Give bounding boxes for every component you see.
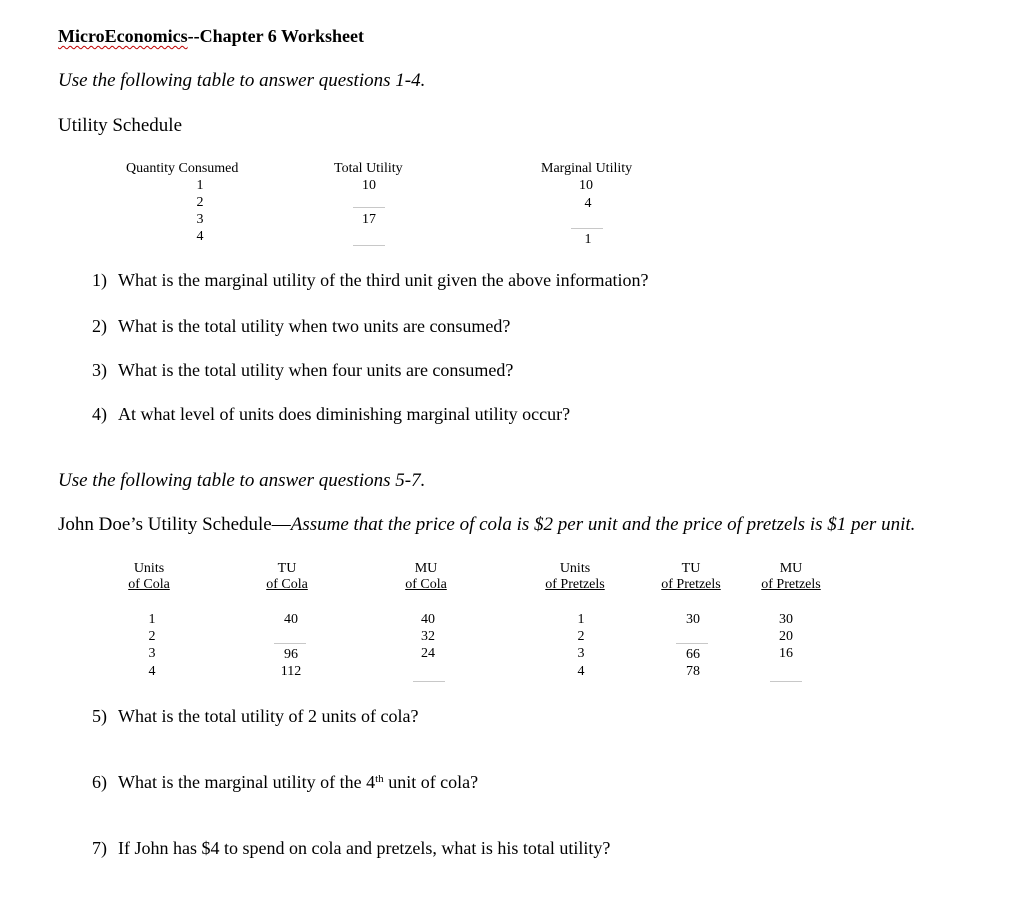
question-3 [92,360,513,381]
question-text: At what level of units does diminishing marginal utility occur? [118,404,571,424]
tu-cola-cell: 112 [280,664,302,679]
tu-cola-cell: 96 [284,647,298,662]
question-number: 7) [92,838,107,858]
col-header-total-utility: Total Utility [334,161,403,176]
question-7 [92,838,610,859]
units-pretzels-cell: 4 [577,664,585,679]
answer-blank [571,228,603,229]
answer-blank [676,643,708,644]
answer-blank [274,643,306,644]
header-line: Units [133,561,165,576]
section2-heading [58,514,915,536]
answer-blank [353,207,385,208]
question-text: What is the total utility of 2 units of cola? [118,706,419,726]
header-line: TU [277,561,297,576]
header-line: TU [681,561,701,576]
question-text: If John has $4 to spend on cola and pretzels, what is his total utility? [118,838,611,858]
tu-pretzels-cell: 66 [686,647,700,662]
quantity-cell: 1 [196,178,204,193]
col-header-units-pretzels [545,561,604,593]
units-pretzels-cell: 2 [577,629,585,644]
question-1 [92,270,649,291]
header-line: of Pretzels [761,577,821,592]
col-header-units-cola [128,561,170,593]
question-text: What is the total utility when four units are consumed? [118,360,514,380]
mu-cola-cell: 32 [421,629,435,644]
quantity-cell: 4 [196,229,204,244]
heading-plain: John Doe’s Utility Schedule [58,514,272,535]
units-cola-cell: 1 [148,612,156,627]
mu-pretzels-cell: 30 [779,612,793,627]
header-line: of Cola [128,577,170,592]
col-header-mu-pretzels [761,561,820,593]
question-text-part: What is the marginal utility of the 4 [118,772,376,792]
col-header-quantity: Quantity Consumed [126,161,239,176]
header-line: of Cola [266,577,308,592]
question-5 [92,706,418,727]
question-2 [92,316,510,337]
quantity-cell: 2 [196,195,204,210]
section1-heading: Utility Schedule [58,115,183,136]
mu-pretzels-cell: 20 [779,629,793,644]
question-4 [92,404,570,425]
col-header-tu-pretzels [661,561,720,593]
total-utility-cell: 10 [362,178,376,193]
header-line: of Cola [405,577,447,592]
question-text-part: unit of cola? [383,772,479,792]
question-number: 4) [92,404,107,424]
units-pretzels-cell: 1 [577,612,585,627]
units-cola-cell: 3 [148,646,156,661]
question-number: 6) [92,772,107,792]
heading-dash: — [271,514,291,535]
heading-assumption: Assume that the price of cola is $2 per unit and the price of pretzels is $1 per unit. [290,514,916,535]
question-text: What is the marginal utility of the third unit given the above information? [118,270,649,290]
question-6 [92,772,478,793]
quantity-cell: 3 [196,212,204,227]
title-subject: MicroEconomics [58,26,188,46]
tu-pretzels-cell: 78 [686,664,700,679]
section2-intro: Use the following table to answer questions 5-7. [58,470,426,491]
question-number: 1) [92,270,107,290]
question-number: 3) [92,360,107,380]
section1-intro: Use the following table to answer questions 1-4. [58,70,426,91]
header-line: MU [779,561,803,576]
col-header-marginal-utility: Marginal Utility [541,161,633,176]
marginal-utility-cell: 4 [584,196,592,211]
header-line: Units [559,561,591,576]
ordinal-suffix: th [375,773,384,785]
mu-cola-cell: 40 [421,612,435,627]
question-number: 5) [92,706,107,726]
worksheet-title [58,26,364,47]
answer-blank [770,681,802,682]
header-line: of Pretzels [661,577,721,592]
answer-blank [353,245,385,246]
tu-pretzels-cell: 30 [686,612,700,627]
question-text: What is the total utility when two units are consumed? [118,316,511,336]
col-header-mu-cola [405,561,447,593]
tu-cola-cell: 40 [284,612,298,627]
total-utility-cell: 17 [362,212,376,227]
question-number: 2) [92,316,107,336]
answer-blank [413,681,445,682]
header-line: of Pretzels [545,577,605,592]
units-cola-cell: 2 [148,629,156,644]
question-text [118,772,478,792]
title-chapter: --Chapter 6 Worksheet [187,26,364,46]
marginal-utility-cell: 10 [579,178,593,193]
header-line: MU [414,561,438,576]
col-header-tu-cola [266,561,308,593]
units-cola-cell: 4 [148,664,156,679]
mu-pretzels-cell: 16 [779,646,793,661]
units-pretzels-cell: 3 [577,646,585,661]
marginal-utility-cell: 1 [584,232,592,247]
mu-cola-cell: 24 [421,646,435,661]
